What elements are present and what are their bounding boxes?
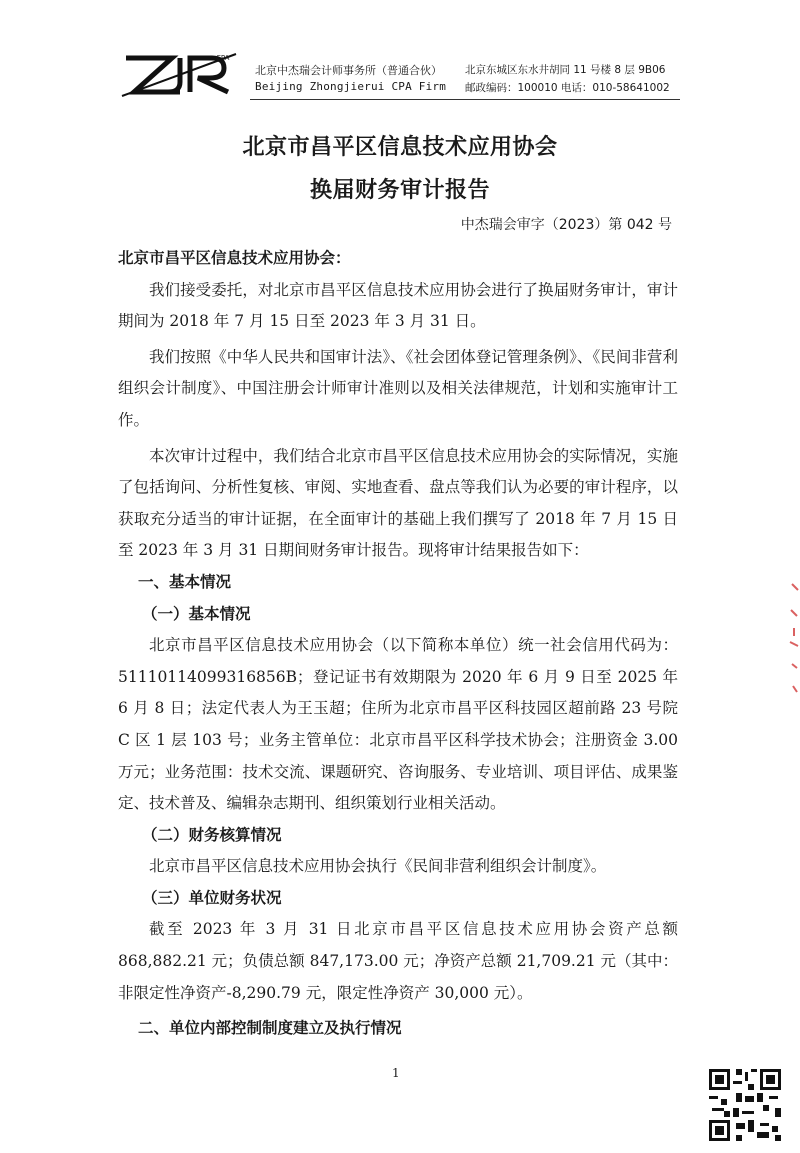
subsection-3-text: 截至 2023 年 3 月 31 日北京市昌平区信息技术应用协会资产总额 868,882.21 元；负债总额 847,173.00 元；净资产总额 21,709.21 元（其中：非限定性净资产-8,290.79 元，限定性净资产 30,000 元）。 (118, 920, 679, 1002)
report-title-line2: 换届财务审计报告 (309, 178, 490, 203)
seal-edge-stamp-icon (788, 580, 800, 700)
firm-name-english: Beijing Zhongjierui CPA Firm (255, 80, 447, 93)
logo-cpa-label: CPA (216, 54, 230, 62)
section-1-heading: 一、基本情况 (138, 572, 232, 591)
subsection-2-heading: （二）财务核算情况 (142, 825, 282, 844)
subsection-1-heading: （一）基本情况 (142, 604, 251, 623)
page-number: 1 (392, 1066, 400, 1080)
salutation: 北京市昌平区信息技术应用协会： (118, 249, 351, 267)
firm-address: 北京东城区东水井胡同 11 号楼 8 层 9B06 (465, 64, 666, 76)
letterhead-divider (250, 99, 680, 100)
subsection-1-text: 北京市昌平区信息技术应用协会（以下简称本单位）统一社会信用代码为：51110114099316856B；登记证书有效期限为 2020 年 6 月 9 日至 2025 年 6 月 8 日；法定代表人为王玉超；住所为北京市昌平区科技园区超前路 23 号院 C 区 1 层 103 号；业务主管单位：北京市昌平区科学技术协会；注册资金 3.00 万元；业务范围：技术交流、课题研究、咨询服务、专业培训、项目评估、成果鉴定、技术普及、编辑杂志期刊、组织策划行业相关活动。 (118, 636, 678, 813)
section-2-heading: 二、单位内部控制制度建立及执行情况 (138, 1019, 402, 1038)
paragraph-3: 本次审计过程中，我们结合北京市昌平区信息技术应用协会的实际情况，实施了包括询问、分析性复核、审阅、实地查看、盘点等我们认为必要的审计程序，以获取充分适当的审计证据，在全面审计的基础上我们撰写了 2018 年 7 月 15 日至 2023 年 3 月 31 日期间财务审计报告。现将审计结果报告如下： (118, 446, 678, 560)
qr-code-icon (706, 1066, 784, 1144)
report-body (118, 243, 678, 1045)
subsection-2-text: 北京市昌平区信息技术应用协会执行《民间非营利组织会计制度》。 (149, 857, 607, 876)
letterhead (120, 52, 680, 100)
report-title-line1: 北京市昌平区信息技术应用协会 (242, 135, 558, 160)
firm-name: 北京中杰瑞会计师事务所（普通合伙） (255, 64, 442, 77)
paragraph-2: 我们按照《中华人民共和国审计法》、《社会团体登记管理条例》、《民间非营利组织会计制度》、中国注册会计师审计准则以及相关法律规范，计划和实施审计工作。 (118, 347, 678, 429)
document-number: 中杰瑞会审字（2023）第 042 号 (460, 217, 672, 233)
paragraph-1: 我们接受委托，对北京市昌平区信息技术应用协会进行了换届财务审计，审计期间为 2018 年 7 月 15 日至 2023 年 3 月 31 日。 (118, 280, 678, 331)
firm-contact: 邮政编码：100010 电话：010-58641002 (465, 82, 670, 94)
subsection-3-heading: （三）单位财务状况 (142, 888, 282, 907)
